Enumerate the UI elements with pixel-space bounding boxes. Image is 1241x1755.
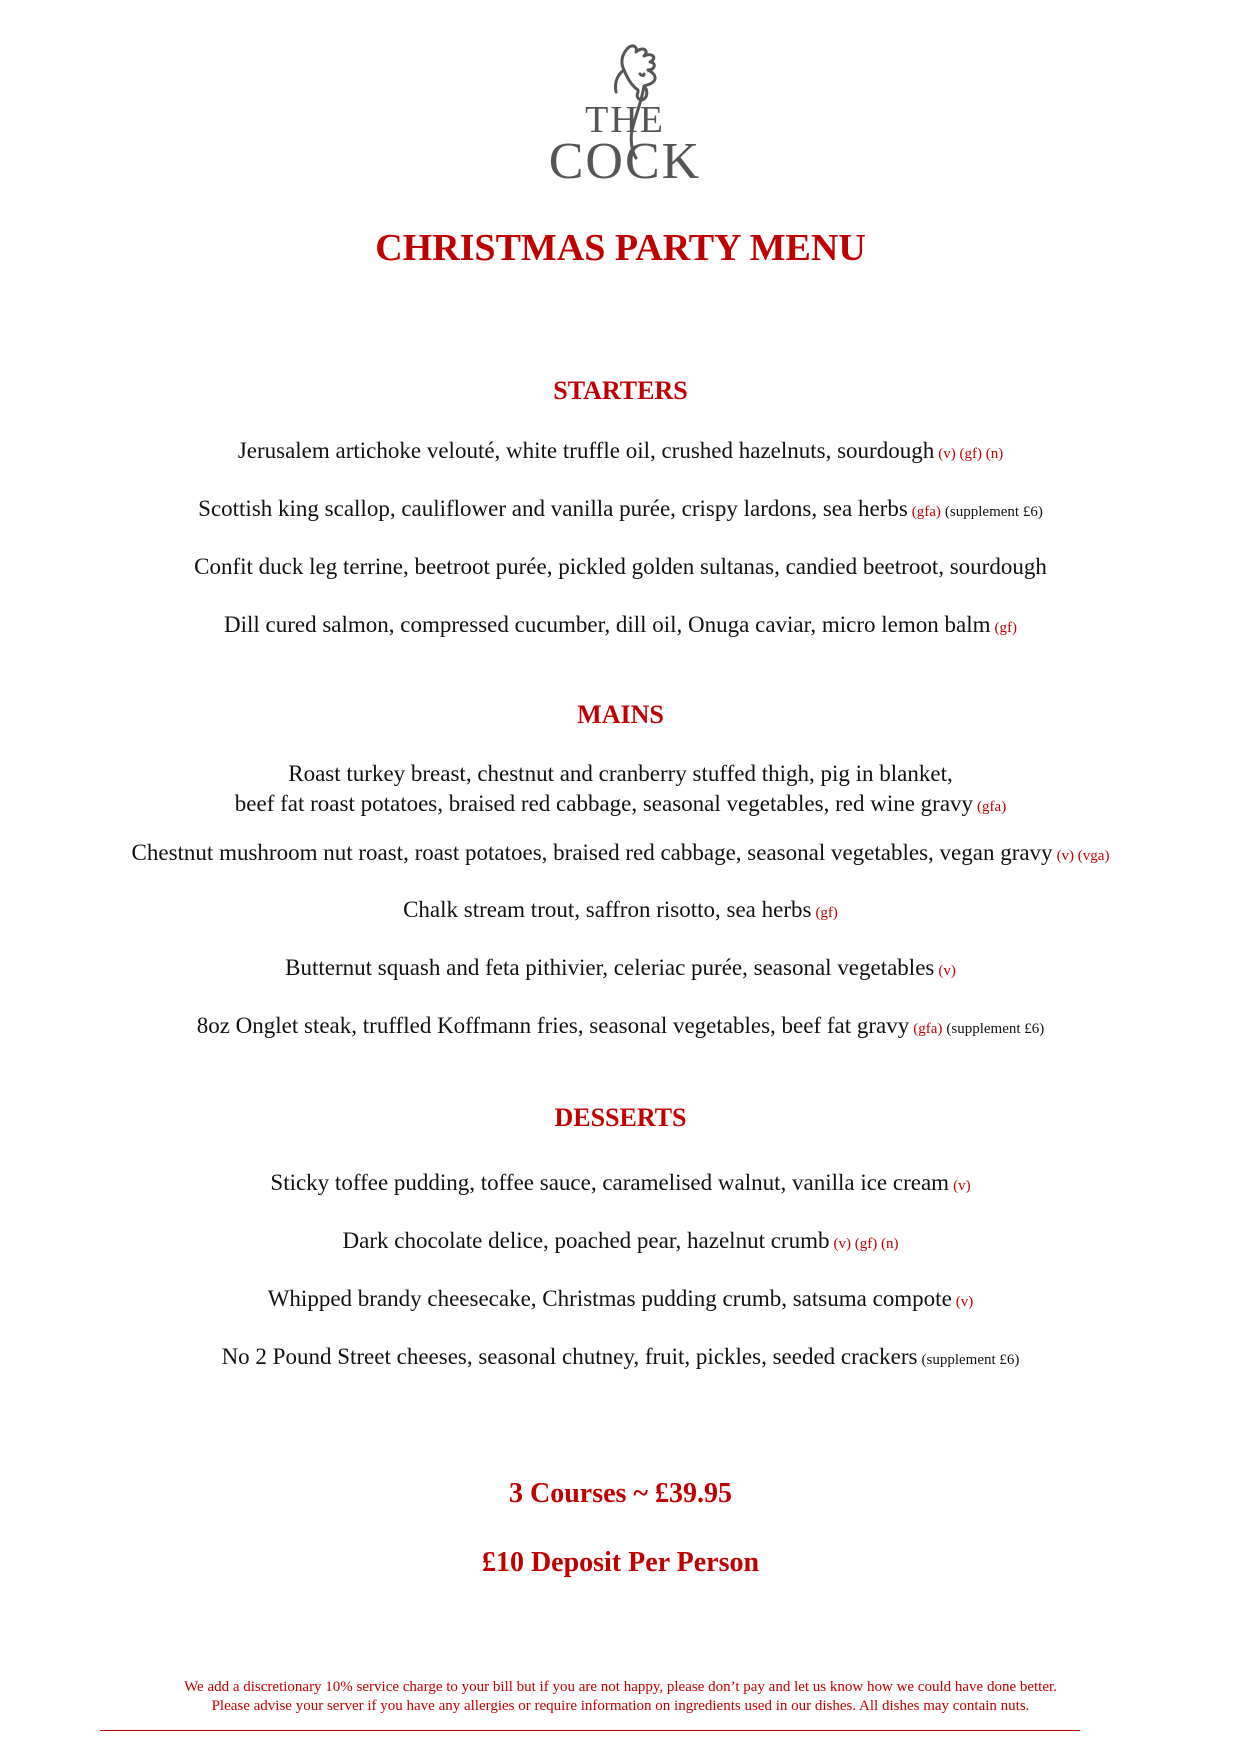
supplement-note: (supplement £6) xyxy=(946,1021,1045,1037)
allergy-note: Please advise your server if you have any allergies or require information on ingredients used in our dishes. All dishes may contain nuts. xyxy=(211,1698,1030,1714)
menu-item xyxy=(0,1011,1241,1044)
menu-item xyxy=(0,1226,1241,1259)
dish-description: Jerusalem artichoke velouté, white truffle oil, crushed hazelnuts, sourdough xyxy=(237,438,935,463)
supplement-note: (supplement £6) xyxy=(944,504,1043,520)
dietary-tags: (v) xyxy=(955,1294,974,1310)
dish-description: Chestnut mushroom nut roast, roast potatoes, braised red cabbage, seasonal vegetables, vegan gravy xyxy=(131,840,1053,865)
dietary-tags: (gf) xyxy=(815,905,838,921)
dish-description: Scottish king scallop, cauliflower and vanilla purée, crispy lardons, sea herbs xyxy=(198,496,908,521)
service-charge-note: We add a discretionary 10% service charge to your bill but if you are not happy, please don’t pay and let us know how we could have done better. xyxy=(184,1679,1057,1695)
dish-description: No 2 Pound Street cheeses, seasonal chutney, fruit, pickles, seeded crackers xyxy=(221,1344,918,1369)
dish-description: Chalk stream trout, saffron risotto, sea herbs xyxy=(403,897,812,922)
dietary-tags: (gf) xyxy=(994,620,1018,636)
supplement-note: (supplement £6) xyxy=(921,1352,1020,1368)
dish-description-line1: Roast turkey breast, chestnut and cranberry stuffed thigh, pig in blanket, xyxy=(288,761,953,786)
dish-description: Confit duck leg terrine, beetroot purée, pickled golden sultanas, candied beetroot, sourdough xyxy=(194,554,1047,579)
footer-divider xyxy=(100,1730,1080,1731)
dietary-tags: (gfa) xyxy=(977,799,1007,815)
dish-description: Butternut squash and feta pithivier, celeriac purée, seasonal vegetables xyxy=(285,955,935,980)
dietary-tags: (v) (vga) xyxy=(1056,848,1110,864)
dietary-tags: (v) (gf) (n) xyxy=(938,446,1004,462)
section-heading-desserts: DESSERTS xyxy=(554,1103,687,1132)
menu-item xyxy=(0,789,1241,822)
menu-item xyxy=(0,494,1241,527)
dish-description: 8oz Onglet steak, truffled Koffmann fries, seasonal vegetables, beef fat gravy xyxy=(196,1013,910,1038)
deposit-note: £10 Deposit Per Person xyxy=(481,1547,760,1578)
course-price: 3 Courses ~ £39.95 xyxy=(508,1478,732,1509)
the-cock-logo xyxy=(540,40,710,190)
menu-item xyxy=(0,895,1241,928)
dietary-tags: (gfa) xyxy=(911,504,941,520)
menu-item xyxy=(0,552,1241,582)
dietary-tags: (v) xyxy=(938,963,956,979)
dietary-tags: (v) (gf) (n) xyxy=(833,1236,899,1252)
dish-description: Dill cured salmon, compressed cucumber, dill oil, Onuga caviar, micro lemon balm xyxy=(223,612,991,637)
menu-item xyxy=(0,1342,1241,1375)
logo-word-the: THE xyxy=(585,99,665,141)
logo-word-cock: COCK xyxy=(548,133,702,190)
menu-item xyxy=(0,953,1241,986)
section-heading-starters: STARTERS xyxy=(553,376,688,405)
menu-item xyxy=(0,838,1241,871)
dish-description-line2: beef fat roast potatoes, braised red cabbage, seasonal vegetables, red wine gravy xyxy=(234,791,974,816)
section-heading-mains: MAINS xyxy=(577,700,664,729)
dietary-tags: (gfa) xyxy=(913,1021,943,1037)
dish-description: Dark chocolate delice, poached pear, hazelnut crumb xyxy=(342,1228,830,1253)
page-title: CHRISTMAS PARTY MENU xyxy=(375,227,866,269)
menu-item xyxy=(0,436,1241,469)
menu-item xyxy=(0,1284,1241,1317)
dietary-tags: (v) xyxy=(953,1178,971,1194)
menu-item xyxy=(0,610,1241,643)
dish-description: Whipped brandy cheesecake, Christmas pudding crumb, satsuma compote xyxy=(267,1286,952,1311)
dish-description: Sticky toffee pudding, toffee sauce, caramelised walnut, vanilla ice cream xyxy=(270,1170,950,1195)
menu-item xyxy=(0,1168,1241,1201)
menu-item xyxy=(0,759,1241,789)
